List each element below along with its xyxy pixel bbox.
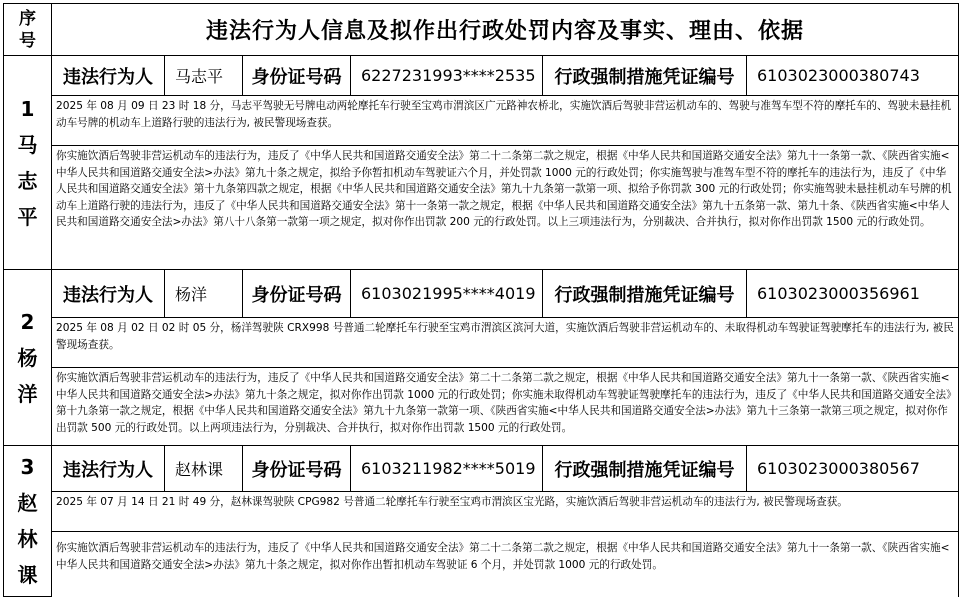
record-2-voucher: 6103023000356961 — [746, 270, 959, 318]
record-3-voucher-label: 行政强制措施凭证编号 — [542, 446, 746, 492]
record-2-voucher-label: 行政强制措施凭证编号 — [542, 270, 746, 318]
record-1-decision: 你实施饮酒后驾驶非营运机动车的违法行为，违反了《中华人民共和国道路交通安全法》第二十二条第二款之规定，根据《中华人民共和国道路交通安全法》第九十一条第一款、《陕西省实施<中华人民共和国道路交通安全法>办法》第九十条之规定，拟给予你暂扣机动车驾驶证六个月，并处罚款 1000 元的行政处罚；你实施驾驶与准驾车型不符的摩托车的违法行为，违反了《中华人民共和国道路交通安全法》第十九条第四款之规定，根据《中华人民共和国道路交通安全法》第九十九条第一款第一项、拟给予你罚款 300 元的行政处罚；你实施驾驶未悬挂机动车号牌的机动车上道路行驶的违法行为，违反了《中华人民共和国道路交通安全法》第十一条第一款之规定，根据《中华人民共和国道路交通安全法》第九十五条第一款、第九十条、《陕西省实施<中华人民共和国道路交通安全法>办法》第八十八条第一款第一项之规定，拟对你作出罚款 200 元的行政处罚。以上三项违法行为，分别裁决、合并执行，拟对你作出罚款 1500 元的行政处罚。 — [51, 146, 959, 270]
record-1-voucher-label: 行政强制措施凭证编号 — [542, 56, 746, 96]
record-2-id-label: 身份证号码 — [242, 270, 350, 318]
record-2-name: 杨洋 — [164, 270, 242, 318]
record-2-seq-name: 杨洋 — [17, 345, 38, 406]
record-1-voucher: 6103023000380743 — [746, 56, 959, 96]
record-1-id-label: 身份证号码 — [242, 56, 350, 96]
record-2-decision: 你实施饮酒后驾驶非营运机动车的违法行为，违反了《中华人民共和国道路交通安全法》第二十二条第二款之规定，根据《中华人民共和国道路交通安全法》第九十一条第一款、《陕西省实施<中华人民共和国道路交通安全法>办法》第九十条之规定，拟对你作出罚款 1000 元的行政处罚；你实施未取得机动车驾驶证驾驶摩托车的违法行为，违反了《中华人民共和国道路交通安全法》第十九条第一款之规定，根据《中华人民共和国道路交通安全法》第九十九条第一款第一项、《陕西省实施<中华人民共和国道路交通安全法>办法》第九十三条第一款第三项之规定，拟对你作出罚款 500 元的行政处罚。以上两项违法行为，分别裁决、合并执行，拟对你作出罚款 1500 元的行政处罚。 — [51, 368, 959, 446]
seq-header-text: 序号 — [19, 8, 36, 51]
record-3-violator-label: 违法行为人 — [51, 446, 164, 492]
record-3-facts: 2025 年 07 月 14 日 21 时 49 分，赵林课驾驶陕 CPG982 号普通二轮摩托车行驶至宝鸡市渭滨区宝光路，实施饮酒后驾驶非营运机动车的违法行为, 被民警现场查获。 — [51, 492, 959, 532]
record-3-name: 赵林课 — [164, 446, 242, 492]
record-3-seq-number: 3 — [20, 455, 35, 479]
seq-header — [3, 3, 51, 56]
table-title-text: 违法行为人信息及拟作出行政处罚内容及事实、理由、依据 — [205, 19, 804, 44]
record-3-id-label: 身份证号码 — [242, 446, 350, 492]
record-1-seq — [3, 56, 51, 270]
record-1-facts: 2025 年 08 月 09 日 23 时 18 分，马志平驾驶无号牌电动两轮摩托车行驶至宝鸡市渭滨区广元路神农桥北，实施饮酒后驾驶非营运机动车的、驾驶与准驾车型不符的摩托车的、驾驶未悬挂机动车号牌的机动车上道路行驶的违法行为, 被民警现场查获。 — [51, 96, 959, 146]
record-2-id-number: 6103021995****4019 — [350, 270, 542, 318]
record-1-seq-number: 1 — [20, 96, 35, 121]
record-2-seq — [3, 270, 51, 446]
record-2-facts: 2025 年 08 月 02 日 02 时 05 分，杨洋驾驶陕 CRX998 号普通二轮摩托车行驶至宝鸡市渭滨区滨河大道，实施饮酒后驾驶非营运机动车的、未取得机动车驾驶证驾驶摩托车的违法行为, 被民警现场查获。 — [51, 318, 959, 368]
record-3-voucher: 6103023000380567 — [746, 446, 959, 492]
record-1-name: 马志平 — [164, 56, 242, 96]
record-2-violator-label: 违法行为人 — [51, 270, 164, 318]
record-3-decision: 你实施饮酒后驾驶非营运机动车的违法行为，违反了《中华人民共和国道路交通安全法》第二十二条第二款之规定，根据《中华人民共和国道路交通安全法》第九十一条第一款、《陕西省实施<中华人民共和国道路交通安全法>办法》第九十条之规定，拟对你作出暂扣机动车驾驶证 6 个月，并处罚款 1000 元的行政处罚。 — [51, 532, 959, 597]
table-title — [51, 3, 959, 56]
record-1-id-number: 6227231993****2535 — [350, 56, 542, 96]
record-1-seq-name: 马志平 — [17, 132, 38, 229]
record-3-id-number: 6103211982****5019 — [350, 446, 542, 492]
record-1-violator-label: 违法行为人 — [51, 56, 164, 96]
record-3-seq-name: 赵林课 — [17, 491, 38, 587]
record-2-seq-number: 2 — [20, 309, 35, 334]
record-3-seq — [3, 446, 51, 597]
